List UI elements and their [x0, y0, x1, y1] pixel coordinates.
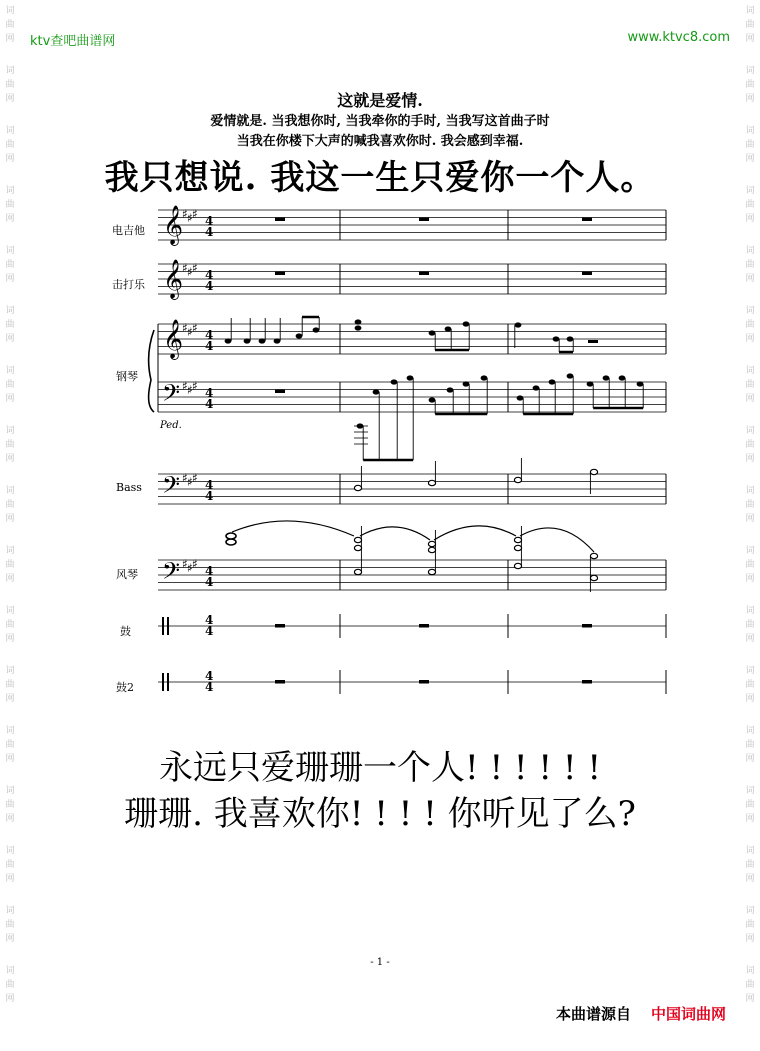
sharp-sign: ♯ — [192, 207, 198, 221]
watermark-glyph-group: 词 曲 网 — [745, 606, 755, 644]
note-head — [481, 375, 488, 380]
score-marks — [149, 205, 644, 694]
half-rest — [588, 340, 598, 343]
time-sig-bottom: 4 — [205, 624, 214, 638]
source-prefix: 本曲谱源自 — [555, 1005, 631, 1023]
treble-clef: 𝄞 — [163, 319, 184, 359]
watermark-glyph-group: 词 曲 网 — [5, 606, 15, 644]
label-electric-guitar: 电吉他 — [112, 224, 145, 237]
watermark-glyph-group: 词 曲 网 — [5, 366, 15, 404]
whole-note-head — [226, 533, 236, 539]
half-note-head — [514, 537, 521, 542]
sharp-sign: ♯ — [192, 471, 198, 485]
note-head — [225, 338, 232, 343]
note-head — [313, 327, 320, 332]
watermark-glyph-group: 词 曲 网 — [745, 366, 755, 404]
label-drum-1: 鼓 — [120, 625, 131, 638]
label-drum-2: 鼓2 — [116, 681, 134, 694]
whole-rest — [582, 272, 592, 276]
watermark-glyph-group: 词 曲 网 — [745, 846, 755, 884]
label-bass: Bass — [116, 481, 142, 494]
note-head — [373, 389, 380, 394]
watermark-glyph-group: 词 曲 网 — [745, 306, 755, 344]
sharp-sign: ♯ — [192, 379, 198, 393]
watermark-glyph-group: 词 曲 网 — [5, 786, 15, 824]
bass-clef: 𝄢 — [162, 557, 181, 590]
half-note-head — [428, 541, 435, 546]
time-sig-top: 4 — [205, 669, 214, 683]
half-note-head — [590, 575, 597, 580]
note-head — [463, 321, 470, 326]
note-head — [391, 379, 398, 384]
time-sig-bottom: 4 — [205, 489, 214, 503]
watermark-glyph-group: 词 曲 网 — [745, 126, 755, 164]
percussion-clef — [167, 617, 169, 635]
header-site-name[interactable]: ktv查吧曲谱网 — [30, 34, 116, 49]
note-head — [244, 338, 251, 343]
watermark-glyph-group: 词 曲 网 — [745, 486, 755, 524]
half-note-head — [590, 469, 597, 474]
half-note-head — [354, 569, 361, 574]
note-head — [355, 325, 362, 330]
whole-rest — [275, 218, 285, 222]
song-title: 这就是爱情. — [337, 91, 423, 110]
source-credit — [556, 1003, 726, 1024]
whole-rest — [419, 218, 429, 222]
tie — [520, 528, 594, 552]
watermark-glyph-group: 词 曲 网 — [745, 6, 755, 44]
half-note-head — [514, 563, 521, 568]
note-head — [517, 395, 524, 400]
watermark-glyph-group: 词 曲 网 — [745, 786, 755, 824]
footer-message-2: 珊珊. 我喜欢你! ! ! ! 你听见了么? — [124, 794, 636, 834]
whole-rest — [582, 218, 592, 222]
sharp-sign: ♯ — [192, 557, 198, 571]
sharp-sign: ♯ — [182, 471, 188, 485]
whole-rest — [419, 624, 429, 628]
time-sig-top: 4 — [205, 564, 214, 578]
sharp-sign: ♯ — [182, 557, 188, 571]
note-head — [429, 330, 436, 335]
sharp-sign: ♯ — [187, 325, 193, 339]
time-sig-bottom: 4 — [205, 397, 214, 411]
piano-brace — [149, 330, 154, 412]
sharp-sign: ♯ — [192, 261, 198, 275]
note-head — [567, 336, 574, 341]
note-head — [533, 385, 540, 390]
watermark-glyph-group: 词 曲 网 — [745, 966, 755, 1004]
tie — [434, 526, 516, 540]
watermark-glyph-group: 词 曲 网 — [5, 126, 15, 164]
note-head — [274, 338, 281, 343]
note-head — [407, 375, 414, 380]
time-sig-top: 4 — [205, 328, 214, 342]
watermark-glyph-group: 词 曲 网 — [5, 546, 15, 584]
half-note-head — [514, 477, 521, 482]
watermark-glyph-group: 词 曲 网 — [5, 306, 15, 344]
time-sig-top: 4 — [205, 478, 214, 492]
whole-rest — [275, 680, 285, 684]
whole-rest — [275, 272, 285, 276]
time-sig-top: 4 — [205, 613, 214, 627]
sharp-sign: ♯ — [187, 211, 193, 225]
time-sig-top: 4 — [205, 214, 214, 228]
whole-note-head — [226, 539, 236, 545]
sharp-sign: ♯ — [187, 383, 193, 397]
watermark-glyph-group: 词 曲 网 — [5, 486, 15, 524]
half-note-head — [514, 545, 521, 550]
source-link[interactable]: 中国词曲网 — [650, 1005, 726, 1023]
percussion-clef — [162, 673, 164, 691]
whole-rest — [275, 390, 285, 394]
headline: 我只想说. 我这一生只爱你一个人。 — [104, 158, 656, 198]
half-note-head — [354, 545, 361, 550]
watermark-glyph-group: 词 曲 网 — [745, 426, 755, 464]
sharp-sign: ♯ — [187, 561, 193, 575]
watermark-glyph-group: 词 曲 网 — [5, 6, 15, 44]
subtitle-line-2: 当我在你楼下大声的喊我喜欢你时. 我会感到幸福. — [236, 134, 524, 149]
sharp-sign: ♯ — [182, 379, 188, 393]
label-piano: 钢琴 — [116, 370, 138, 383]
half-note-head — [354, 485, 361, 490]
note-head — [619, 375, 626, 380]
note-head — [553, 336, 560, 341]
watermark-glyph-group: 词 曲 网 — [5, 846, 15, 884]
footer-message-1: 永远只爱珊珊一个人! ! ! ! ! ! — [158, 748, 602, 788]
note-head — [296, 333, 303, 338]
note-head — [637, 381, 644, 386]
watermark-glyph-group: 词 曲 网 — [745, 186, 755, 224]
note-head — [587, 381, 594, 386]
half-note-head — [428, 569, 435, 574]
whole-rest — [419, 680, 429, 684]
time-sig-top: 4 — [205, 386, 214, 400]
time-sig-bottom: 4 — [205, 225, 214, 239]
treble-clef: 𝄞 — [163, 259, 184, 299]
watermark-glyph-group: 词 曲 网 — [5, 186, 15, 224]
note-head — [549, 379, 556, 384]
sharp-sign: ♯ — [187, 265, 193, 279]
label-organ: 风琴 — [116, 568, 138, 581]
header-site-url[interactable]: www.ktvc8.com — [627, 30, 730, 45]
note-head — [515, 322, 522, 327]
sharp-sign: ♯ — [182, 321, 188, 335]
note-head — [429, 397, 436, 402]
watermark-glyph-group: 词 曲 网 — [745, 726, 755, 764]
watermark-glyph-group: 词 曲 网 — [745, 546, 755, 584]
whole-rest — [582, 680, 592, 684]
half-note-head — [428, 547, 435, 552]
half-note-head — [590, 553, 597, 558]
time-sig-bottom: 4 — [205, 680, 214, 694]
watermark-glyph-group: 词 曲 网 — [745, 666, 755, 704]
note-head — [445, 326, 452, 331]
sharp-sign: ♯ — [182, 207, 188, 221]
time-sig-bottom: 4 — [205, 339, 214, 353]
tie — [360, 527, 430, 540]
label-percussion: 击打乐 — [112, 278, 145, 291]
note-head — [603, 375, 610, 380]
half-note-head — [354, 537, 361, 542]
watermark-glyph-group: 词 曲 网 — [5, 966, 15, 1004]
staff-lines — [158, 210, 666, 694]
sharp-sign: ♯ — [182, 261, 188, 275]
note-head — [355, 319, 362, 324]
whole-rest — [582, 624, 592, 628]
half-note-head — [428, 480, 435, 485]
watermark-glyph-group: 词 曲 网 — [745, 66, 755, 104]
watermark-glyph-group: 词 曲 网 — [5, 666, 15, 704]
bass-clef: 𝄢 — [162, 471, 181, 504]
pedal-mark: Ped. — [160, 420, 182, 431]
whole-rest — [275, 624, 285, 628]
watermark-glyph-group: 词 曲 网 — [745, 906, 755, 944]
watermark-glyph-group: 词 曲 网 — [5, 426, 15, 464]
percussion-clef — [162, 617, 164, 635]
watermark-glyph-group: 词 曲 网 — [5, 726, 15, 764]
time-sig-bottom: 4 — [205, 575, 214, 589]
note-head — [259, 338, 266, 343]
sharp-sign: ♯ — [187, 475, 193, 489]
sharp-sign: ♯ — [192, 321, 198, 335]
watermark-glyph-group: 词 曲 网 — [5, 246, 15, 284]
tie — [232, 521, 354, 536]
time-sig-bottom: 4 — [205, 279, 214, 293]
watermark-glyph-group: 词 曲 网 — [5, 66, 15, 104]
watermark-glyph-group: 词 曲 网 — [5, 906, 15, 944]
percussion-clef — [167, 673, 169, 691]
bass-clef: 𝄢 — [162, 379, 181, 412]
note-head — [447, 387, 454, 392]
treble-clef: 𝄞 — [163, 205, 184, 245]
note-head — [567, 373, 574, 378]
subtitle-line-1: 爱情就是. 当我想你时, 当我牵你的手时, 当我写这首曲子时 — [210, 114, 550, 129]
note-head — [463, 381, 470, 386]
whole-rest — [419, 272, 429, 276]
watermark-glyph-group: 词 曲 网 — [745, 246, 755, 284]
time-sig-top: 4 — [205, 268, 214, 282]
page-number: - 1 - — [370, 957, 390, 968]
